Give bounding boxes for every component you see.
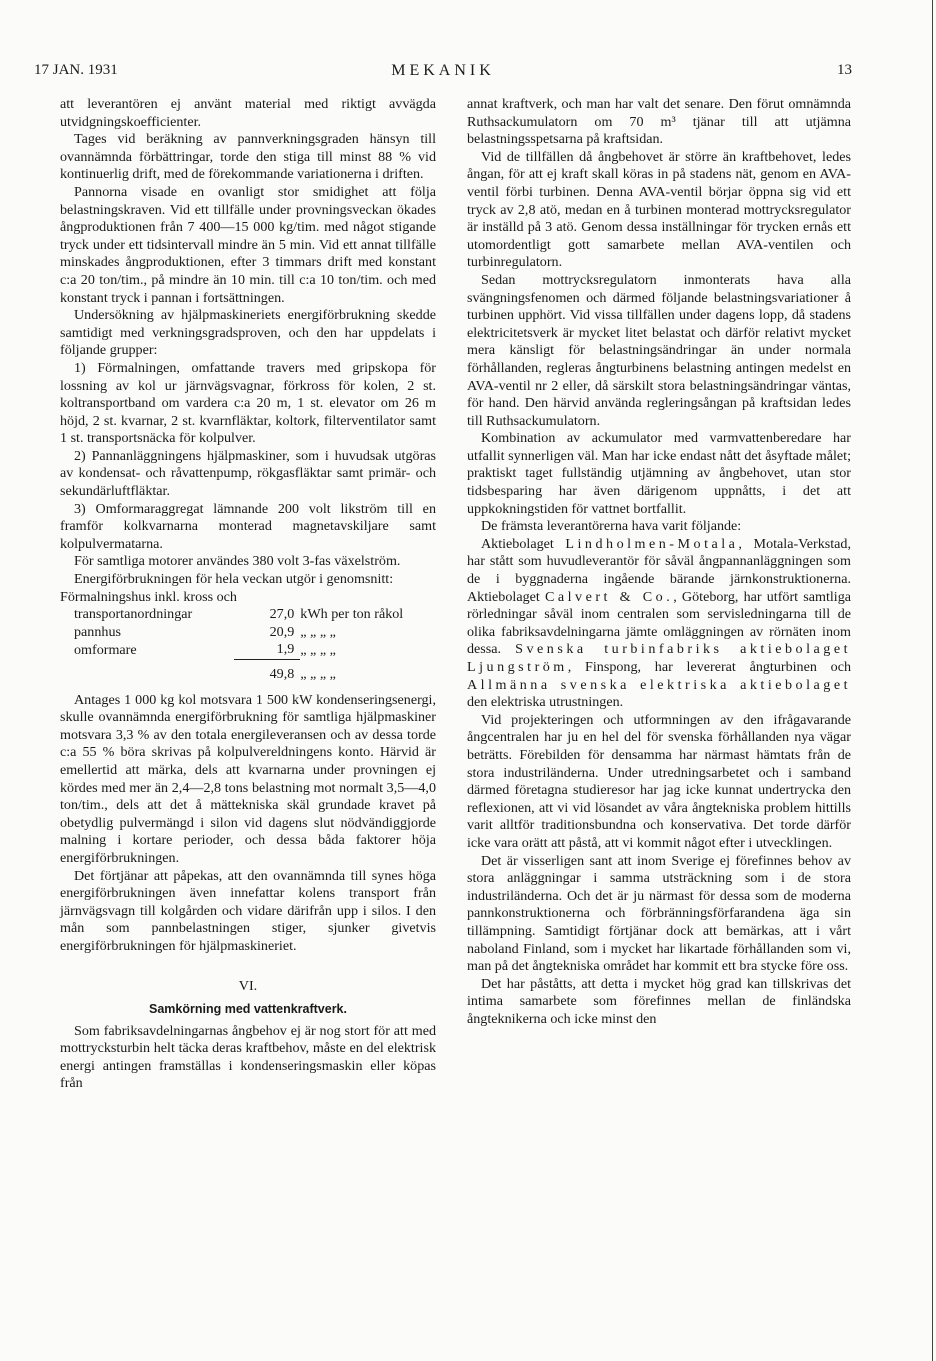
paragraph: Tages vid beräkning av pannverkningsgraden hänsyn till ovannämnda förbättringar, torde den stiga till minst 88 % vid kontinuerlig drift, med de förekommande variationerna i driften.: [60, 131, 436, 183]
energy-table: [60, 606, 436, 683]
paragraph: Undersökning av hjälpmaskineriets energiförbrukning skedde samtidigt med verkningsgradsproven, och den har uppdelats i följande grupper:: [60, 307, 436, 359]
section-number: VI.: [238, 977, 258, 994]
text-span: , Motala-Verkstad, har stått som huvudleverantör för såväl ångpannanläggningen som de i byggnaderna ingående bärande järnkonstruktionerna. Aktiebolaget: [467, 535, 851, 605]
right-column: [467, 96, 851, 1028]
table-heading: Förmalningshus inkl. kross och: [60, 588, 237, 605]
text-span: , Finspong, har levererat ångturbinen och: [567, 659, 851, 675]
paragraph: Det förtjänar att påpekas, att den ovannämnda till synes höga energiförbrukningen även innefattar kolens transport från järnvägsvagn till kolgården och vidare därifrån upp i silos. I den mån som pannbelastningen stiger, sjunker givetvis energiförbrukningen för hjälpmaskineriet.: [60, 867, 436, 954]
paragraph: Det har påståtts, att detta i mycket hög grad kan tillskrivas det intima samarbete som förefinnes mellan de finländska ångteknikerna och icke minst den: [467, 975, 851, 1027]
paragraph: 1) Förmalningen, omfattande travers med gripskopa för lossning av kol ur järnvägsvagnar, förkross för kolen, 2 st. koltransportband om vardera c:a 20 m, 1 st. elevator om 26 m höjd, 2 st. kvarnar, 2 st. kvarnfläktar, koltork, filterventilator samt 1 st. transportsnäcka för kolpulver.: [60, 359, 436, 447]
paragraph: Pannorna visade en ovanligt stor smidighet att följa belastningskraven. Vid ett tillfälle under provningsveckan ökades ångproduktionen från 7 400—15 000 kg/tim. med något stigande tryck under ett tidsintervall mindre än 5 min. Vid ett annat tillfälle minskades ångproduktionen, efter 3 timmars drift med konstant c:a 20 ton/tim., på mindre än 10 min. till c:a 10 ton/tim. och med konstant tryck i pannan i fortsättningen.: [60, 183, 436, 306]
header-page-number: 13: [837, 62, 852, 78]
text-span: , Göteborg, har utfört samtliga rörledningar såväl inom centralen som servisledningarna till de olika fabriksavdelningarna jämte omläggningen av rörnäten inom dessa.: [467, 588, 851, 658]
paragraph: Vid projekteringen och utformningen av den ifrågavarande ångcentralen har ju en hel del för svenska förhållanden nya vägar beträtts. Förebilden för densamma har närmast hämtats från de stora industriländerna. Under utredningsarbetet och i samband därmed företagna studieresor har jag icke kunnat undertrycka den reflexionen, att vi vid lösandet av våra ångtekniska problem hittills varit alltför traditionsbundna och konservativa. Det torde därför icke vara orätt att påstå, att vi kommit något efter i utvecklingen.: [467, 711, 851, 851]
table-row-value: 27,0: [269, 606, 295, 623]
table-row: [60, 624, 436, 642]
company-name: Lindholmen-Motala: [565, 535, 739, 552]
table-row-label: transportanordningar: [74, 606, 193, 623]
table-row-value: 20,9: [269, 623, 295, 640]
paragraph: annat kraftverk, och man har valt det senare. Den förut omnämnda Ruthsackumulatorn om 70 m³ tjänar till att utjämna belastningsspetsarna på kraftsidan.: [467, 96, 851, 148]
paragraph: 3) Omformaraggregat lämnande 200 volt likström till en framför kolkvarnarna monterad magnetavskiljare samt kolpulvermatarna.: [60, 500, 436, 552]
paragraph: Som fabriksavdelningarnas ångbehov ej är nog stort för att med mottrycksturbin helt täcka deras kraftbehov, måste en del elektrisk energi antingen framställas i kondenseringsmaskin eller köpas från: [60, 1022, 436, 1092]
text-span: Aktiebolaget: [481, 535, 566, 552]
table-row: [60, 606, 436, 624]
table-row: [60, 641, 436, 659]
paragraph: att leverantören ej använt material med riktigt avvägda utvidgningskoefficienter.: [60, 96, 436, 130]
paragraph: De främsta leverantörerna hava varit följande:: [481, 518, 742, 535]
paragraph: Antages 1 000 kg kol motsvara 1 500 kW kondenseringsenergi, skulle ovannämnda energiförbrukning för samtliga hjälpmaskiner motsvara 3,3 % av den totala energileveransen och av dessa torde c:a 55 % böra skrivas på kolpulvereldningens konto. Härvid är emellertid att märka, dels att kvarnarna under provningen ej kördes med mer än 2,4—2,8 tons belastning mot normalt 3,5—4,0 ton/tim., dels att det å mättekniska skäl grundade kravet på obetydlig pulvermängd i silon vid dagens slut nödvändiggjorde malning i kortare perioder, och dessa båda faktorer höja energiförbrukningen.: [60, 691, 436, 866]
header-date: 17 JAN. 1931: [34, 62, 118, 78]
paragraph: Det är visserligen sant att inom Sverige ej förefinnes behov av stora anläggningar i samma utsträckning som i de stora industriländerna. Och det är ju närmast för dessa som de moderna pannkonstruktionerna och förbränningsförfarandena äga sin tillämpning. Samtidigt förtjänar dock att bemärkas, att i vårt naboland Finland, som i mycket har likartade förhållanden som vi, man på det ångtekniska området har kommit ett bra stycke före oss.: [467, 852, 851, 975]
paragraph: Vid de tillfällen då ångbehovet är större än kraftbehovet, ledes ångan, för att ej kraft skall köras in på stadens nät, genom en AVA-ventil förbi turbinen. Denna AVA-ventil börjar öppna sig vid ett tryck av 2,8 atö, medan en å turbinen monterad mottrycksregulator är inställd på 3 atö. Genom dessa inställningar för trycken ernås ett utomordentligt gott samarbete mellan AVA-ventilen och turbinregulatorn.: [467, 148, 851, 271]
header-journal-title: MEKANIK: [391, 62, 495, 79]
table-total-row: [60, 660, 436, 684]
table-row-unit: „ „ „ „: [300, 623, 336, 640]
section-title: Samkörning med vattenkraftverk.: [149, 1002, 347, 1017]
page-header: [34, 62, 852, 82]
table-total-unit: „ „ „ „: [300, 665, 336, 682]
page-edge-line: [932, 0, 933, 1361]
paragraph: Kombination av ackumulator med varmvattenberedare har utfallit synnerligen väl. Man har icke endast nått det åsyftade målet; praktiskt taget fullständig utjämning av ångbehovet, utan stor tidsbesparing har även därigenom uppnåtts, i det att uppkokningstiden för vattnet bortfallit.: [467, 430, 851, 517]
paragraph: 2) Pannanläggningens hjälpmaskiner, som i huvudsak utgöras av kondensat- och råvattenpump, rökgasfläktar samt primär- och sekundärluftfläktar.: [60, 447, 436, 500]
table-row-unit: „ „ „ „: [300, 641, 336, 658]
company-name: Svenska turbinfabriks aktiebolaget Ljungström: [467, 641, 851, 675]
table-row-label: pannhus: [74, 623, 121, 640]
paragraph: För samtliga motorer användes 380 volt 3-fas växelström.: [74, 553, 401, 570]
company-name: Calvert & Co.: [544, 588, 674, 605]
table-row-label: omformare: [74, 641, 137, 658]
table-row-unit: kWh per ton råkol: [300, 606, 404, 623]
paragraph: Energiförbrukningen för hela veckan utgör i genomsnitt:: [74, 571, 394, 588]
table-row-value: 1,9: [276, 641, 295, 658]
left-column: [60, 96, 436, 1093]
suppliers-paragraph: [467, 536, 851, 712]
text-span: den elektriska utrustningen.: [467, 694, 624, 711]
paragraph: Sedan mottrycksregulatorn inmonterats hava alla svängningsfenomen och därmed följande belastningsvariationer å turbinen upphört. Vid vissa tillfällen under dagens lopp, då stadens elektricitetsverk är mycket litet belastat och därför relativt mycket mera känsligt för belastningsändringar än under normala förhållanden, regleras ångturbinens belastning antingen medelst en AVA-ventil nr 2 eller, då särskilt stora belastningsändringar väntas, för hand. Den härvid använda regleringsångan på kraftsidan ledes till Ruthsackumulatorn.: [467, 271, 851, 429]
company-name: Allmänna svenska elektriska aktiebolaget: [467, 676, 851, 693]
table-total-value: 49,8: [234, 660, 300, 684]
